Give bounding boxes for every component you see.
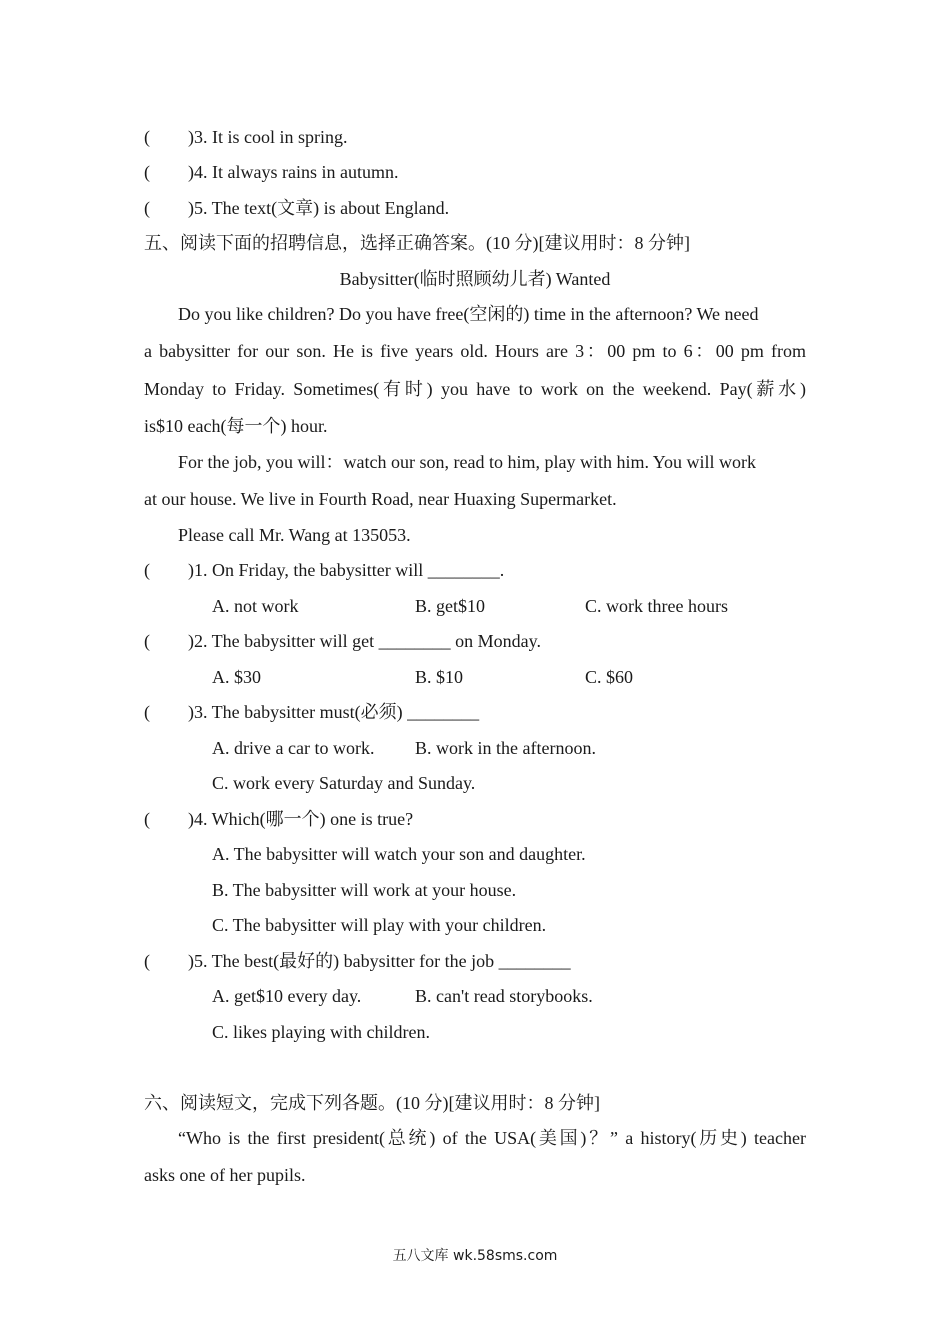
- question-item: [144, 807, 413, 831]
- option-a: A. drive a car to work.: [212, 738, 375, 758]
- option-a: A. The babysitter will watch your son and daughter.: [212, 844, 586, 864]
- paragraph-line: at our house. We live in Fourth Road, near Huaxing Supermarket.: [144, 489, 617, 509]
- question-text: )2. The babysitter will get ________ on Monday.: [188, 631, 541, 651]
- answer-paren[interactable]: (: [144, 631, 150, 651]
- question-item: [144, 125, 348, 149]
- option-c: C. likes playing with children.: [212, 1022, 430, 1042]
- answer-paren[interactable]: (: [144, 809, 150, 829]
- option-b: B. can't read storybooks.: [415, 986, 593, 1006]
- section-heading: 五、阅读下面的招聘信息，选择正确答案。(10 分)[建议用时：8 分钟]: [144, 233, 690, 253]
- option-a: A. get$10 every day.: [212, 986, 362, 1006]
- option-b: B. work in the afternoon.: [415, 738, 596, 758]
- question-text: )3. The babysitter must(必须) ________: [188, 702, 480, 722]
- option-a: A. not work: [212, 596, 299, 616]
- question-text: )5. The text(文章) is about England.: [188, 198, 450, 218]
- option-a: A. $30: [212, 667, 261, 687]
- option-c: C. work every Saturday and Sunday.: [212, 773, 476, 793]
- ad-title: Babysitter(临时照顾幼儿者) Wanted: [339, 269, 611, 289]
- question-item: [144, 629, 541, 653]
- question-text: )3. It is cool in spring.: [188, 127, 348, 147]
- paragraph-line: asks one of her pupils.: [144, 1165, 306, 1185]
- answer-paren[interactable]: (: [144, 702, 150, 722]
- answer-paren[interactable]: (: [144, 951, 150, 971]
- option-b: B. $10: [415, 667, 464, 687]
- question-item: [144, 160, 398, 184]
- answer-paren[interactable]: (: [144, 162, 150, 182]
- option-c: C. work three hours: [585, 596, 728, 616]
- question-item: [144, 949, 571, 973]
- paragraph-line: “Who is the first president(总统) of the USA(美国)？” a history(历史) teacher: [178, 1128, 806, 1148]
- question-text: )5. The best(最好的) babysitter for the job ________: [188, 951, 571, 971]
- paragraph-line: a babysitter for our son. He is five years old. Hours are 3：00 pm to 6：00 pm from: [144, 341, 806, 361]
- question-text: )1. On Friday, the babysitter will ________.: [188, 560, 505, 580]
- question-item: [144, 700, 479, 724]
- question-text: )4. Which(哪一个) one is true?: [188, 809, 414, 829]
- page-footer: 五八文库 wk.58sms.com: [392, 1248, 558, 1264]
- answer-paren[interactable]: (: [144, 560, 150, 580]
- paragraph-line: For the job, you will：watch our son, read to him, play with him. You will work: [178, 452, 756, 472]
- paragraph-line: is$10 each(每一个) hour.: [144, 416, 328, 436]
- paragraph-line: Monday to Friday. Sometimes(有时) you have to work on the weekend. Pay(薪水): [144, 379, 806, 399]
- option-b: B. The babysitter will work at your house.: [212, 880, 517, 900]
- question-text: )4. It always rains in autumn.: [188, 162, 399, 182]
- option-c: C. The babysitter will play with your children.: [212, 915, 547, 935]
- option-c: C. $60: [585, 667, 634, 687]
- paragraph-line: Please call Mr. Wang at 135053.: [178, 525, 411, 545]
- question-item: [144, 558, 504, 582]
- option-b: B. get$10: [415, 596, 485, 616]
- paragraph-line: Do you like children? Do you have free(空闲的) time in the afternoon? We need: [178, 304, 759, 324]
- question-item: [144, 196, 449, 220]
- answer-paren[interactable]: (: [144, 127, 150, 147]
- section-heading: 六、阅读短文，完成下列各题。(10 分)[建议用时：8 分钟]: [144, 1093, 600, 1113]
- answer-paren[interactable]: (: [144, 198, 150, 218]
